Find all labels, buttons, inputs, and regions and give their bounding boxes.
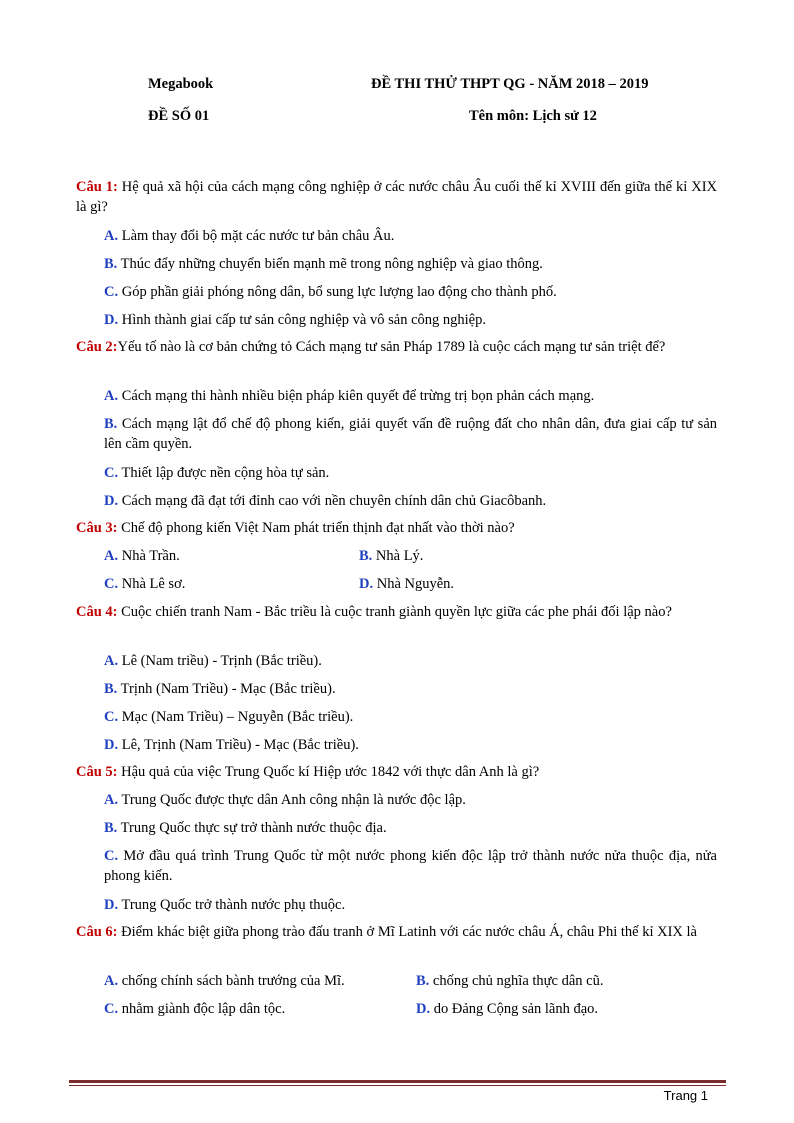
option-text: Nhà Nguyễn. xyxy=(373,576,455,592)
option-text: Cách mạng thi hành nhiều biện pháp kiên quyết để trừng trị bọn phản cách mạng. xyxy=(118,388,595,404)
question-text: Cuộc chiến tranh Nam - Bắc triều là cuộc tranh giành quyền lực giữa các phe phái đối lập nào? xyxy=(117,604,672,620)
option-2a xyxy=(104,386,717,406)
page-number: Trang 1 xyxy=(663,1088,708,1103)
option-label: A. xyxy=(104,228,119,244)
option-2d xyxy=(104,491,717,511)
option-text: chống chính sách bành trướng của Mĩ. xyxy=(118,973,345,989)
question-4 xyxy=(76,602,717,622)
option-label: B. xyxy=(104,820,118,836)
question-text: Hệ quả xã hội của cách mạng công nghiệp ở các nước châu Âu cuối thế kỉ XVIII đến giữa thế kỉ XIX là gì? xyxy=(76,179,717,215)
option-label: D. xyxy=(104,897,119,913)
option-label: B. xyxy=(416,973,430,989)
option-label: D. xyxy=(104,737,119,753)
option-label: B. xyxy=(104,416,118,432)
publisher: Megabook xyxy=(148,76,214,92)
option-text: Trung Quốc được thực dân Anh công nhận là nước độc lập. xyxy=(118,792,466,808)
option-label: D. xyxy=(104,312,119,328)
option-1a xyxy=(104,226,717,246)
option-1b xyxy=(104,254,717,274)
option-label: C. xyxy=(104,848,119,864)
option-text: Mạc (Nam Triều) – Nguyễn (Bắc triều). xyxy=(118,709,354,725)
option-3d xyxy=(359,574,454,594)
question-2 xyxy=(76,337,717,357)
option-4d xyxy=(104,735,717,755)
option-text: do Đảng Cộng sản lãnh đạo. xyxy=(430,1001,599,1017)
exam-title: ĐỀ THI THỬ THPT QG - NĂM 2018 – 2019 xyxy=(371,76,649,92)
option-5b xyxy=(104,818,717,838)
option-text: Trung Quốc thực sự trở thành nước thuộc địa. xyxy=(117,820,387,836)
option-label: D. xyxy=(359,576,374,592)
footer-rule-thin xyxy=(69,1085,726,1086)
option-text: Lê (Nam triều) - Trịnh (Bắc triều). xyxy=(118,653,322,669)
option-4c xyxy=(104,707,717,727)
option-6b xyxy=(416,971,603,991)
question-text: Hậu quả của việc Trung Quốc kí Hiệp ước 1842 với thực dân Anh là gì? xyxy=(117,764,540,780)
option-text: Nhà Trần. xyxy=(118,548,180,564)
option-text: Lê, Trịnh (Nam Triều) - Mạc (Bắc triều). xyxy=(118,737,359,753)
question-label: Câu 3: xyxy=(76,520,118,536)
option-text: Góp phần giải phóng nông dân, bổ sung lực lượng lao động cho thành phố. xyxy=(118,284,557,300)
option-label: D. xyxy=(104,493,119,509)
option-label: C. xyxy=(104,465,119,481)
option-label: A. xyxy=(104,388,119,404)
question-label: Câu 4: xyxy=(76,604,118,620)
option-label: A. xyxy=(104,973,119,989)
question-5 xyxy=(76,762,717,782)
option-label: C. xyxy=(104,1001,119,1017)
option-6a xyxy=(104,971,345,991)
question-text: Yếu tố nào là cơ bản chứng tỏ Cách mạng tư sản Pháp 1789 là cuộc cách mạng tư sản triệt để? xyxy=(117,339,666,355)
option-text: Cách mạng đã đạt tới đỉnh cao với nền chuyên chính dân chủ Giacôbanh. xyxy=(118,493,547,509)
option-text: Làm thay đổi bộ mặt các nước tư bản châu Âu. xyxy=(118,228,395,244)
option-3a xyxy=(104,546,180,566)
option-5a xyxy=(104,790,717,810)
option-text: Cách mạng lật đổ chế độ phong kiến, giải quyết vấn đề ruộng đất cho nhân dân, đưa giai cấp tư sản lên cầm quyền. xyxy=(104,416,717,452)
footer-rule-thick xyxy=(69,1080,726,1083)
option-label: C. xyxy=(104,709,119,725)
option-text: Thúc đẩy những chuyển biến mạnh mẽ trong nông nghiệp và giao thông. xyxy=(117,256,543,272)
option-label: B. xyxy=(104,256,118,272)
exam-number: ĐỀ SỐ 01 xyxy=(148,108,210,124)
option-text: Thiết lập được nền cộng hòa tự sản. xyxy=(118,465,330,481)
option-1d xyxy=(104,310,717,330)
option-text: Trung Quốc trở thành nước phụ thuộc. xyxy=(118,897,346,913)
option-5c xyxy=(104,846,717,886)
question-text: Điểm khác biệt giữa phong trào đấu tranh ở Mĩ Latinh với các nước châu Á, châu Phi thế kỉ XIX là xyxy=(117,924,697,940)
option-text: Hình thành giai cấp tư sản công nghiệp và vô sản công nghiệp. xyxy=(118,312,486,328)
option-label: C. xyxy=(104,576,119,592)
option-text: Nhà Lê sơ. xyxy=(118,576,186,592)
option-text: chống chủ nghĩa thực dân cũ. xyxy=(429,973,604,989)
option-label: B. xyxy=(104,681,118,697)
option-label: D. xyxy=(416,1001,431,1017)
option-text: Mở đầu quá trình Trung Quốc từ một nước phong kiến độc lập trở thành nước nửa thuộc địa, nửa phong kiến. xyxy=(104,848,717,884)
option-label: A. xyxy=(104,548,119,564)
option-text: Trịnh (Nam Triều) - Mạc (Bắc triều). xyxy=(117,681,336,697)
question-3 xyxy=(76,518,717,538)
option-4b xyxy=(104,679,717,699)
option-2b xyxy=(104,414,717,454)
option-1c xyxy=(104,282,717,302)
option-6d xyxy=(416,999,598,1019)
option-6c xyxy=(104,999,285,1019)
question-1 xyxy=(76,177,717,217)
question-6 xyxy=(76,922,717,942)
option-2c xyxy=(104,463,717,483)
option-label: B. xyxy=(359,548,373,564)
option-text: nhằm giành độc lập dân tộc. xyxy=(118,1001,286,1017)
option-5d xyxy=(104,895,717,915)
option-label: A. xyxy=(104,792,119,808)
option-text: Nhà Lý. xyxy=(372,548,424,564)
option-3b xyxy=(359,546,423,566)
question-label: Câu 1: xyxy=(76,179,118,195)
option-label: A. xyxy=(104,653,119,669)
question-text: Chế độ phong kiến Việt Nam phát triển thịnh đạt nhất vào thời nào? xyxy=(117,520,515,536)
option-3c xyxy=(104,574,185,594)
option-label: C. xyxy=(104,284,119,300)
option-4a xyxy=(104,651,717,671)
question-label: Câu 2: xyxy=(76,339,118,355)
subject: Tên môn: Lịch sử 12 xyxy=(469,108,597,124)
question-label: Câu 5: xyxy=(76,764,118,780)
question-label: Câu 6: xyxy=(76,924,118,940)
